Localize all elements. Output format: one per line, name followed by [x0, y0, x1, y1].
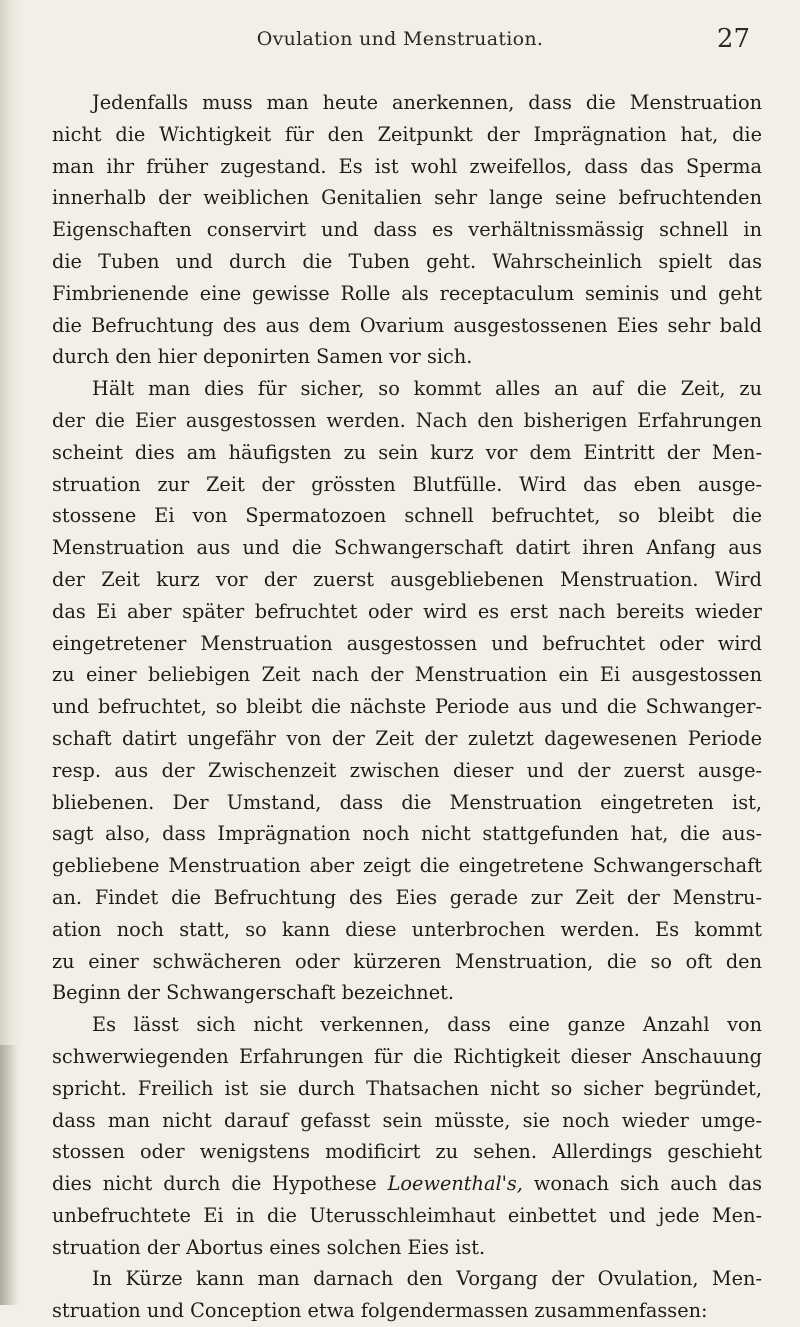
text-line: In Kürze kann man darnach den Vorgang der Ovulation, Men-: [92, 1267, 762, 1291]
text-line: der Zeit kurz vor der zuerst ausgebliebenen Menstruation. Wird: [52, 567, 762, 591]
text-line: zu einer beliebigen Zeit nach der Menstruation ein Ei ausgestossen: [52, 663, 762, 687]
text-line: Menstruation aus und die Schwangerschaft datirt ihren Anfang aus: [52, 536, 762, 560]
running-title: Ovulation und Menstruation.: [256, 28, 544, 50]
text-line: innerhalb der weiblichen Genitalien sehr lange seine befruchtenden: [52, 186, 762, 210]
text-line: der die Eier ausgestossen werden. Nach den bisherigen Erfahrungen: [52, 408, 762, 432]
text-line: struation und Conception etwa folgendermassen zusammenfassen:: [52, 1299, 708, 1323]
text-line: zu einer schwächeren oder kürzeren Menstruation, die so oft den: [52, 949, 762, 973]
text-line: Fimbrienende eine gewisse Rolle als receptaculum seminis und geht: [52, 281, 762, 305]
page-edge-binding: [0, 1045, 18, 1305]
text-fragment: dies nicht durch die Hypothese: [52, 1172, 388, 1196]
text-line: Es lässt sich nicht verkennen, dass eine ganze Anzahl von: [92, 1013, 762, 1037]
text-line: bliebenen. Der Umstand, dass die Menstruation eingetreten ist,: [52, 790, 762, 814]
text-fragment: wonach sich auch das: [522, 1172, 762, 1196]
running-head: [0, 24, 800, 64]
paragraph-4: [52, 1263, 762, 1327]
text-line: Jedenfalls muss man heute anerkennen, dass die Menstruation: [92, 91, 762, 114]
text-line: die Tuben und durch die Tuben geht. Wahrscheinlich spielt das: [52, 249, 762, 273]
text-line: Eigenschaften conservirt und dass es verhältnissmässig schnell in: [52, 218, 762, 242]
page-number: 27: [716, 24, 750, 54]
text-line: scheint dies am häufigsten zu sein kurz vor dem Eintritt der Men-: [52, 440, 762, 464]
text-line: Hält man dies für sicher, so kommt alles an auf die Zeit, zu: [92, 377, 762, 401]
text-line: stossen oder wenigstens modificirt zu sehen. Allerdings geschieht: [52, 1140, 762, 1164]
text-line: nicht die Wichtigkeit für den Zeitpunkt der Imprägnation hat, die: [52, 122, 762, 146]
text-line: struation zur Zeit der grössten Blutfülle. Wird das eben ausge-: [52, 472, 762, 496]
text-line: struation der Abortus eines solchen Eies ist.: [52, 1235, 486, 1259]
text-line: durch den hier deponirten Samen vor sich.: [52, 345, 473, 369]
text-line: man ihr früher zugestand. Es ist wohl zweifellos, dass das Sperma: [52, 154, 762, 178]
text-line: gebliebene Menstruation aber zeigt die eingetretene Schwangerschaft: [52, 854, 762, 878]
text-line: stossene Ei von Spermatozoen schnell befruchtet, so bleibt die: [52, 504, 762, 528]
paragraph-2: [52, 373, 762, 1009]
text-line: und befruchtet, so bleibt die nächste Periode aus und die Schwanger-: [52, 695, 762, 719]
text-line: schaft datirt ungefähr von der Zeit der zuletzt dagewesenen Periode: [52, 726, 762, 750]
text-line: an. Findet die Befruchtung des Eies gerade zur Zeit der Menstru-: [52, 885, 762, 909]
cited-author: Loewenthal's,: [387, 1172, 523, 1196]
text-line: eingetretener Menstruation ausgestossen und befruchtet oder wird: [52, 631, 762, 655]
text-line-with-citation: [52, 1168, 762, 1200]
text-line: spricht. Freilich ist sie durch Thatsachen nicht so sicher begründet,: [52, 1076, 762, 1100]
text-line: ation noch statt, so kann diese unterbrochen werden. Es kommt: [52, 917, 762, 941]
text-line: schwerwiegenden Erfahrungen für die Richtigkeit dieser Anschauung: [52, 1044, 762, 1068]
text-line: sagt also, dass Imprägnation noch nicht stattgefunden hat, die aus-: [52, 822, 762, 846]
paragraph-1: [52, 87, 762, 373]
text-line: unbefruchtete Ei in die Uterusschleimhaut einbettet und jede Men-: [52, 1203, 762, 1227]
text-line: die Befruchtung des aus dem Ovarium ausgestossenen Eies sehr bald: [52, 313, 762, 337]
text-line: resp. aus der Zwischenzeit zwischen dieser und der zuerst ausge-: [52, 758, 762, 782]
paragraph-3: [52, 1009, 762, 1263]
text-line: Beginn der Schwangerschaft bezeichnet.: [52, 981, 454, 1005]
text-line: dass man nicht darauf gefasst sein müsste, sie noch wieder umge-: [52, 1108, 762, 1132]
body-text: [52, 87, 762, 1327]
text-line: das Ei aber später befruchtet oder wird es erst nach bereits wieder: [52, 599, 762, 623]
